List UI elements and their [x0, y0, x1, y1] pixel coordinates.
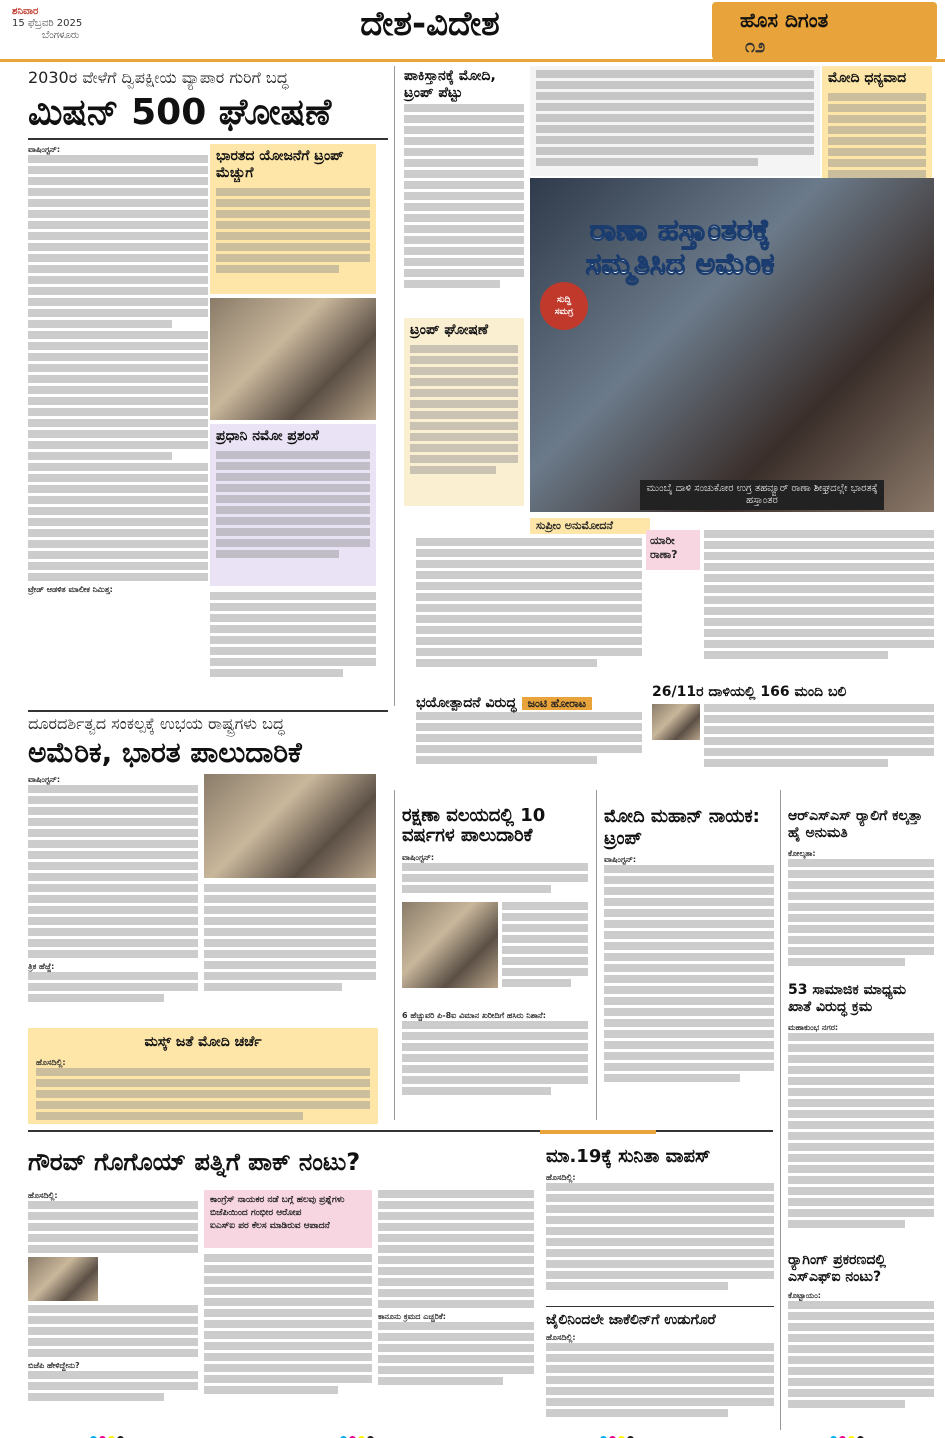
lead-dateline: ವಾಷಿಂಗ್ಟನ್:: [28, 145, 61, 154]
partnership-dateline: ವಾಷಿಂಗ್ಟನ್:: [28, 775, 61, 784]
gogoi-bullet-2: ಬಿಜೆಪಿಯಿಂದ ಗಂಭೀರ ಆರೋಪ: [210, 1208, 302, 1218]
gogoi-sub2: ಕಾನೂನು ಕ್ರಮದ ಎಚ್ಚರಿಕೆ:: [378, 1312, 446, 1321]
date-block: [12, 6, 82, 42]
defence-body: [402, 852, 588, 900]
attack-body: [704, 704, 934, 780]
partnership-headline: ಅಮೆರಿಕ, ಭಾರತ ಪಾಲುದಾರಿಕೆ: [28, 736, 302, 769]
divider: [28, 138, 388, 140]
musk-title: ಮಸ್ಕ್ ಜತೆ ಮೋದಿ ಚರ್ಚೆ: [144, 1034, 262, 1050]
sunita-headline: ಮಾ.19ಕ್ಕೆ ಸುನಿತಾ ವಾಪಸ್: [546, 1146, 711, 1167]
trump-announce-box: [404, 318, 524, 506]
partnership-body: [28, 774, 198, 1020]
leader-body: [604, 854, 774, 1116]
gogoi-body: [28, 1190, 198, 1422]
trade-label: ಟ್ರೇಡ್ ಆಡಳಿತ ಮಾಲೀಕ ನಿಮಿತ್ತ:: [28, 585, 113, 594]
gogoi-bullets: [204, 1190, 372, 1248]
social-dateline: ಮಹಾಕುಂಭ ನಗರ:: [788, 1023, 839, 1032]
leader-dateline: ವಾಷಿಂಗ್ಟನ್:: [604, 855, 637, 864]
partnership-kicker: ದೂರದರ್ಶಿತ್ವದ ಸಂಕಲ್ಪಕ್ಕೆ ಉಭಯ ರಾಷ್ಟ್ರಗಳು ಬದ್ಧ: [28, 714, 285, 733]
terror-badge: ಜಂಟಿ ಹೋರಾಟ: [522, 697, 592, 710]
jail-headline: ಜೈಲಿನಿಂದಲೇ ಜಾಕೆಲಿನ್‌ಗೆ ಉಡುಗೊರೆ: [546, 1312, 716, 1328]
masthead-date: 15 ಫೆಬ್ರವರಿ 2025: [12, 18, 83, 29]
print-marks-far: [830, 1428, 866, 1438]
masthead-city: ಬೆಂಗಳೂರು: [42, 30, 80, 41]
gogoi-sub1: ಬಿಜೆಪಿ ಹೇಳಿದ್ದೇನು?: [28, 1361, 80, 1370]
defence-body-2: [502, 902, 588, 1012]
sc-title: ಸುಪ್ರೀಂ ಅನುಮೋದನೆ: [530, 518, 650, 534]
social-headline: 53 ಸಾಮಾಜಿಕ ಮಾಧ್ಯಮ ಖಾತೆ ವಿರುದ್ಧ ಕ್ರಮ: [788, 982, 907, 1015]
pak-headline: ಪಾಕಿಸ್ತಾನಕ್ಕೆ ಮೋದಿ, ಟ್ರಂಪ್ ಪೆಟ್ಟು: [404, 68, 496, 101]
rss-headline: ಆರ್‌ಎಸ್‌ಎಸ್ ರ‍್ಯಾಲಿಗೆ ಕಲ್ಕತ್ತಾ ಹೈ ಅನುಮತಿ: [788, 808, 923, 841]
hug-photo: [204, 774, 376, 878]
defence-sub: 6 ಹೆಚ್ಚುವರಿ ಪಿ-8ಐ ವಿಮಾನ ಖರೀದಿಗೆ ಹಸಿರು ನಿಶಾನೆ:: [402, 1011, 546, 1020]
ragging-headline: ರ‍್ಯಾಗಿಂಗ್ ಪ್ರಕರಣದಲ್ಲಿ ಎಸ್‌ಎಫ್‌ಐ ನಂಟು?: [788, 1252, 886, 1285]
attack-photo: [652, 704, 700, 740]
rana-caption: ಮುಂಬೈ ದಾಳಿ ಸಂಚುಕೋರ ಉಗ್ರ ತಹವ್ವೂರ್ ರಾಣಾ ಶೀಘ್ರದಲ್ಲೇ ಭಾರತಕ್ಕೆ ಹಸ್ತಾಂತರ: [640, 480, 884, 510]
rana-intro: [530, 66, 820, 176]
print-marks-mid: [340, 1428, 376, 1438]
rss-body: [788, 848, 934, 978]
sunita-body: [546, 1172, 774, 1304]
rana-headline-line1: ರಾಣಾ ಹಸ್ತಾಂತರಕ್ಕೆ: [589, 213, 771, 248]
ragging-body: [788, 1290, 934, 1424]
terror-body: [416, 712, 642, 780]
musk-dateline: ಹೊಸದಿಲ್ಲಿ:: [36, 1058, 66, 1067]
rss-dateline: ಕೋಲ್ಕತಾ:: [788, 849, 816, 858]
attack-title: 26/11ರ ದಾಳಿಯಲ್ಲಿ 166 ಮಂದಿ ಬಲಿ: [652, 684, 847, 700]
pak-body: [404, 104, 524, 314]
rana-headline: [540, 214, 820, 282]
modi-thanks-title: ಮೋದಿ ಧನ್ಯವಾದ: [828, 70, 907, 86]
leader-headline: ಮೋದಿ ಮಹಾನ್ ನಾಯಕ: ಟ್ರಂಪ್: [604, 806, 760, 849]
social-body: [788, 1022, 934, 1250]
defence-headline: ರಕ್ಷಣಾ ವಲಯದಲ್ಲಿ 10 ವರ್ಷಗಳ ಪಾಲುದಾರಿಕೆ: [402, 805, 546, 846]
gogoi-dateline: ಹೊಸದಿಲ್ಲಿ:: [28, 1191, 58, 1200]
plan-box: [210, 144, 376, 294]
badge-line2: ಸಮಗ್ರ: [554, 307, 574, 317]
who-title: ಯಾರೀ ರಾಣಾ?: [646, 530, 700, 570]
key-label: ತ್ರಿಕ ಹೆಜ್ಜೆ:: [28, 962, 55, 971]
plan-box-title: ಭಾರತದ ಯೋಜನೆಗೆ ಟ್ರಂಪ್ ಮೆಚ್ಚುಗೆ: [216, 148, 344, 181]
sc-body: [416, 538, 642, 688]
gogoi-photo: [28, 1257, 98, 1301]
lead-headline: ಮಿಷನ್ 500 ಘೋಷಣೆ: [28, 92, 332, 133]
defence-photo: [402, 902, 498, 988]
praise-box: [210, 424, 376, 586]
gogoi-body-2: [204, 1254, 372, 1422]
sunita-dateline: ಹೊಸದಿಲ್ಲಿ:: [546, 1173, 576, 1182]
who-body: [704, 530, 934, 680]
defence-dateline: ವಾಷಿಂಗ್ಟನ್:: [402, 853, 435, 862]
jail-dateline: ಹೊಸದಿಲ್ಲಿ:: [546, 1333, 576, 1342]
lead-body-cont: [210, 592, 376, 696]
musk-box: [28, 1028, 378, 1124]
gogoi-bullet-3: ಐಎಸ್‌ಐ ಪರ ಕೆಲಸ ಮಾಡಿರುವ ಆಪಾದನೆ: [210, 1221, 330, 1231]
rana-headline-line2: ಸಮ್ಮತಿಸಿದ ಅಮೆರಿಕ: [585, 247, 775, 282]
masthead-day: ಶನಿವಾರ: [12, 6, 39, 17]
jail-body: [546, 1332, 774, 1426]
gogoi-body-3: [378, 1190, 534, 1422]
defence-body-3: [402, 1010, 588, 1122]
terror-heading: [416, 692, 642, 712]
page-number: ೧೨: [745, 36, 766, 57]
lead-kicker: 2030ರ ವೇಳೆಗೆ ದ್ವಿಪಕ್ಷೀಯ ವ್ಯಾಪಾರ ಗುರಿಗೆ ಬದ್ಧ: [28, 68, 289, 87]
terror-title: ಭಯೋತ್ಪಾದನೆ ವಿರುದ್ಧ: [416, 695, 517, 711]
gogoi-bullet-1: ಕಾಂಗ್ರೆಸ್ ನಾಯಕರ ನಡೆ ಬಗ್ಗೆ ಹಲವು ಪ್ರಶ್ನೆಗಳು: [210, 1195, 345, 1205]
badge-line1: ಸುದ್ದಿ: [556, 295, 572, 305]
whitehouse-photo: [210, 298, 376, 420]
praise-box-title: ಪ್ರಧಾನಿ ನಮೋ ಪ್ರಶಂಸೆ: [216, 428, 319, 444]
section-title: ದೇಶ-ವಿದೇಶ: [360, 4, 500, 44]
partnership-body-cont: [204, 884, 376, 1020]
print-marks-left: [90, 1428, 126, 1438]
lead-body: [28, 144, 208, 696]
print-marks-right: [600, 1428, 636, 1438]
trump-announce-title: ಟ್ರಂಪ್ ಘೋಷಣೆ: [410, 322, 489, 338]
samagra-badge: [540, 282, 588, 330]
ragging-dateline: ಕೊಟ್ಟಾಯಂ:: [788, 1291, 821, 1300]
gogoi-headline: ಗೌರವ್ ಗೊಗೊಯ್ ಪತ್ನಿಗೆ ಪಾಕ್ ನಂಟು?: [28, 1148, 361, 1176]
paper-name: ಹೊಸ ದಿಗಂತ: [740, 8, 829, 32]
